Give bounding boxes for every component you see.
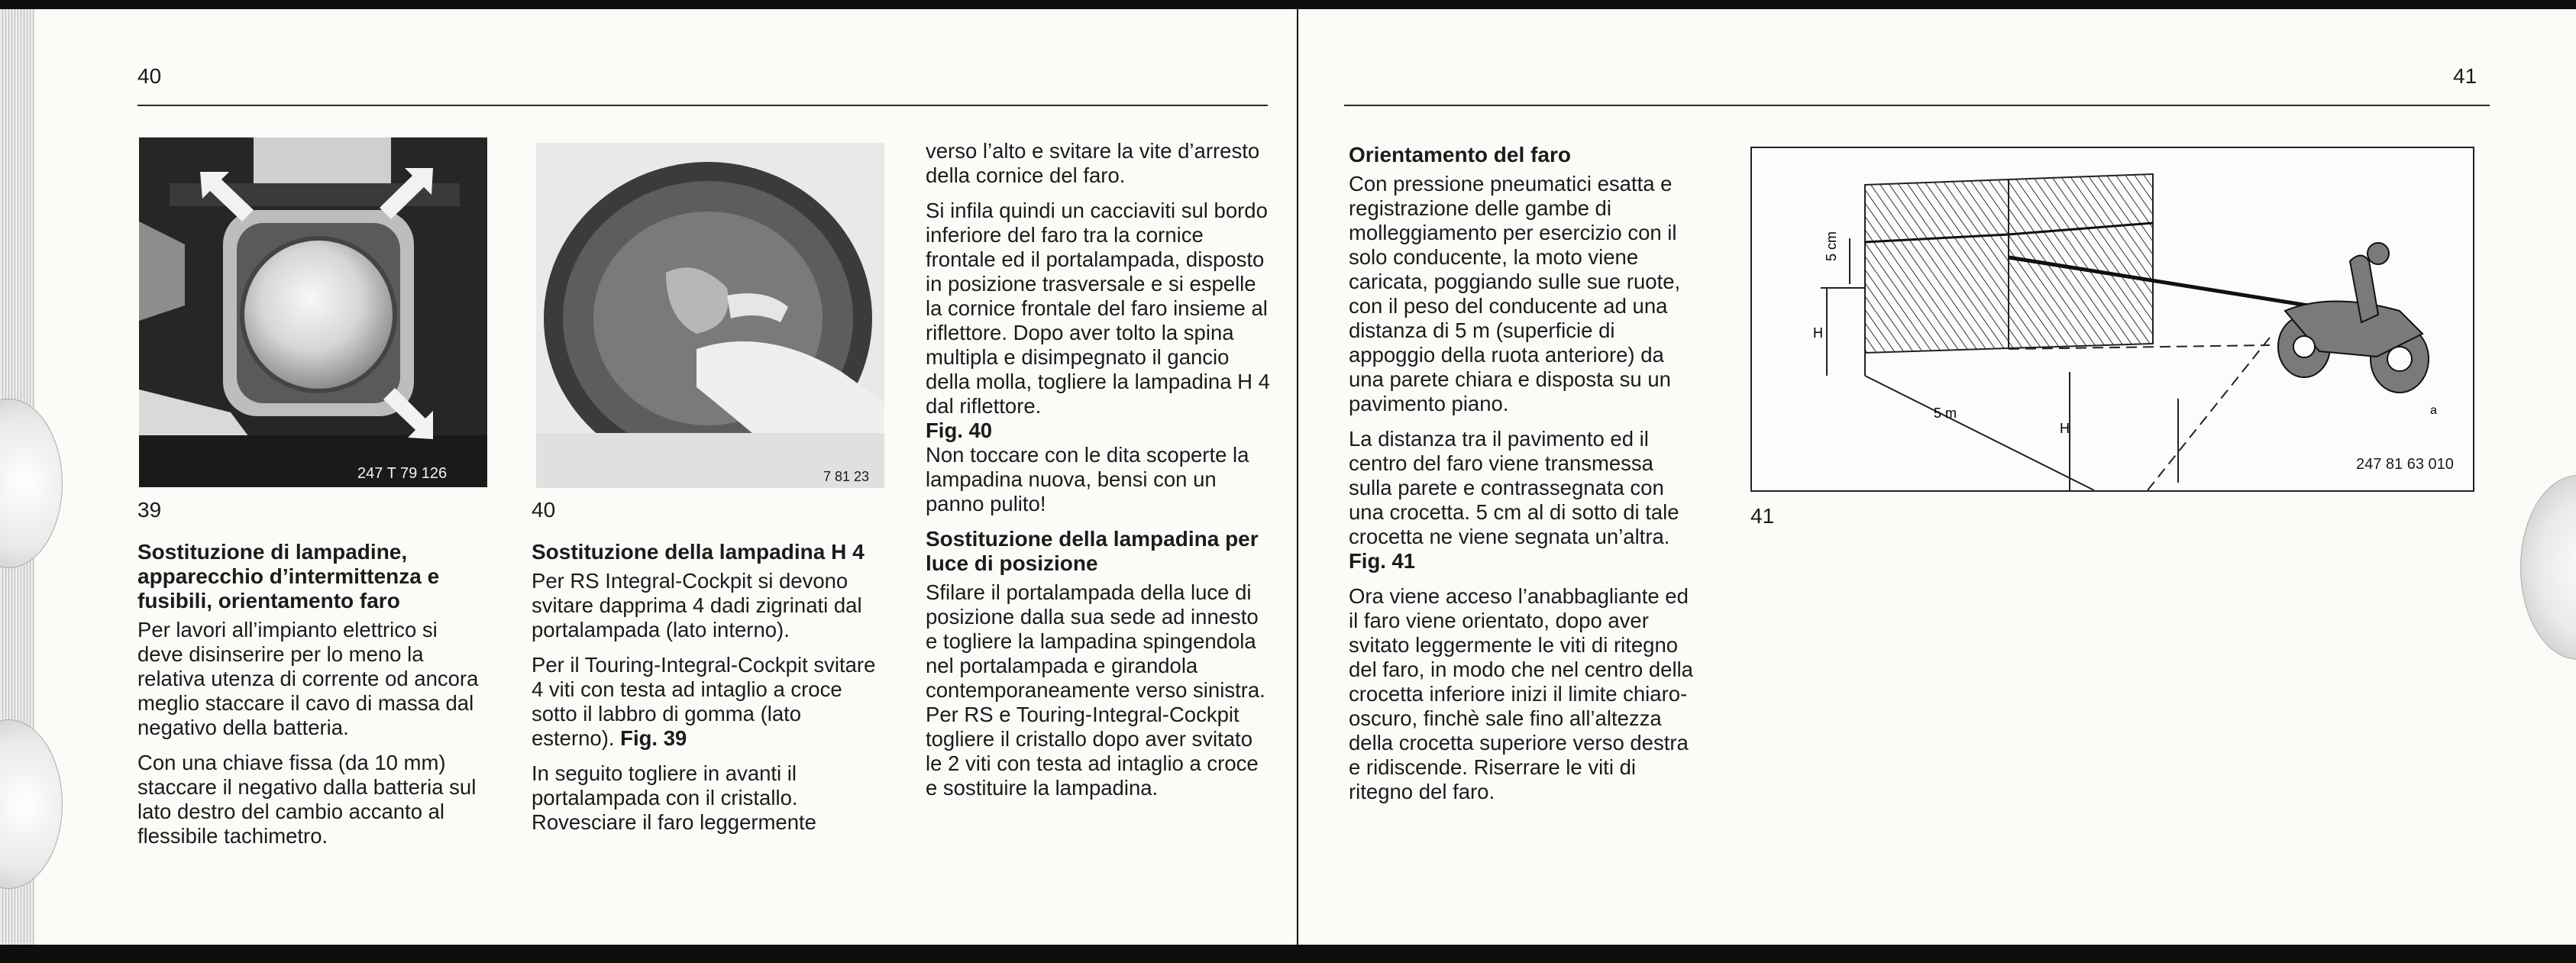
binding-ring-bottom (0, 719, 63, 889)
section-heading: Sostituzione della lampadina per luce di posizione (926, 527, 1259, 575)
figure-reference: Fig. 41 (1349, 549, 1416, 573)
figure-reference: Fig. 39 (620, 726, 687, 750)
paragraph: Ora viene acceso l’anabbagliante ed il faro viene orientato, dopo aver svitato leggermente le viti di ritegno del faro, in modo che nel centro della crocetta inferiore inizi il limite chiaro-oscuro, finchè sale fino all’altezza della crocetta superiore verso destra e ridiscende. Riserrare le viti di ritegno del faro. (1349, 584, 1693, 803)
fig41-code: 247 81 63 010 (2356, 456, 2454, 473)
label-5m: 5 m (1934, 406, 1957, 421)
text-column-3 (926, 139, 1273, 811)
fig39-number: 39 (137, 498, 162, 522)
text-column-1 (137, 540, 485, 859)
figure-reference: Fig. 40 (926, 418, 993, 442)
section-heading: Sostituzione di lampadine, apparecchio d’intermittenza e fusibili, orientamento faro (137, 540, 440, 612)
page-number-right: 41 (2453, 64, 2477, 88)
paragraph: Per RS Integral-Cockpit si devono svitare dapprima 4 dadi zigrinati dal portalampada (lato interno). (532, 569, 862, 641)
label-h-bike: H (2060, 421, 2070, 436)
label-h-wall: H (1813, 325, 1823, 341)
paragraph-text: La distanza tra il pavimento ed il centro del faro viene transmessa sulla parete e contrassegnata con una crocetta. 5 cm al di sotto di tale crocetta ne viene segnata un’altra. (1349, 427, 1679, 548)
paragraph: Sfilare il portalampada della luce di posizione dalla sua sede ad innesto e togliere la lampadina spingendola nel portalampada e girandola contemporaneamente verso sinistra. Per RS e Touring-Integral-Cockpit togliere il cristallo dopo aver svitato le 2 viti con testa ad intaglio a croce e sostituire la lampadina. (926, 580, 1265, 800)
fig40-number: 40 (532, 498, 556, 522)
fig41-number: 41 (1750, 504, 1775, 528)
paragraph: verso l’alto e svitare la vite d’arresto della cornice del faro. (926, 139, 1260, 187)
fig39-code: 247 T 79 126 (357, 465, 448, 482)
left-page (0, 9, 1297, 945)
fig40-photo (536, 143, 884, 488)
header-rule-right (1344, 105, 2490, 106)
paragraph (532, 653, 879, 751)
right-page (1298, 9, 2576, 945)
label-5cm: 5 cm (1824, 231, 1839, 261)
paragraph: Con pressione pneumatici esatta e registrazione delle gambe di molleggiamento per esercizio con il solo conducente, la moto viene caricata, poggiando sulle sue ruote, con il peso del conducente ad una distanza di 5 m (superficie di appoggio della ruota anteriore) da una parete chiara e disposta su un pavimento piano. (1349, 172, 1681, 415)
fig40-code: 7 81 23 (823, 469, 870, 484)
label-a: a (2430, 404, 2437, 417)
paragraph-text: Per il Touring-Integral-Cockpit svitare 4 viti con testa ad intaglio a croce sotto il labbro di gomma (lato esterno). (532, 653, 876, 750)
binding-ring-right (2520, 475, 2576, 660)
header-rule-left (137, 105, 1268, 106)
fig41-diagram (1750, 147, 2474, 492)
paragraph: In seguito togliere in avanti il portalampada con il cristallo. Rovesciare il faro leggermente (532, 761, 816, 834)
paragraph (926, 418, 1273, 443)
paragraph: Non toccare con le dita scoperte la lampadina nuova, bensi con un panno pulito! (926, 443, 1249, 515)
section-heading: Orientamento del faro (1349, 143, 1571, 166)
text-column-right (1349, 143, 1696, 815)
paragraph: Con una chiave fissa (da 10 mm) staccare il negativo dalla batteria sul lato destro del cambio accanto al flessibile tachimetro. (137, 751, 477, 848)
page-number-left: 40 (137, 64, 162, 88)
section-heading: Sostituzione della lampadina H 4 (532, 540, 865, 564)
fig39-photo (139, 137, 487, 487)
paragraph (1349, 427, 1696, 574)
text-column-2 (532, 540, 879, 845)
paragraph: Si infila quindi un cacciaviti sul bordo inferiore del faro tra la cornice frontale ed il portalampada, disposto in posizione trasversale e si espelle la cornice frontale del faro insieme al riflettore. Dopo aver tolto la spina multipla e disimpegnato il gancio della molla, togliere la lampadina H 4 dal riflettore. (926, 199, 1270, 418)
binding-ring-top (0, 399, 63, 568)
paragraph: Per lavori all’impianto elettrico si deve disinserire per lo meno la relativa utenza di corrente od ancora meglio staccare il cavo di massa dal negativo della batteria. (137, 618, 479, 739)
